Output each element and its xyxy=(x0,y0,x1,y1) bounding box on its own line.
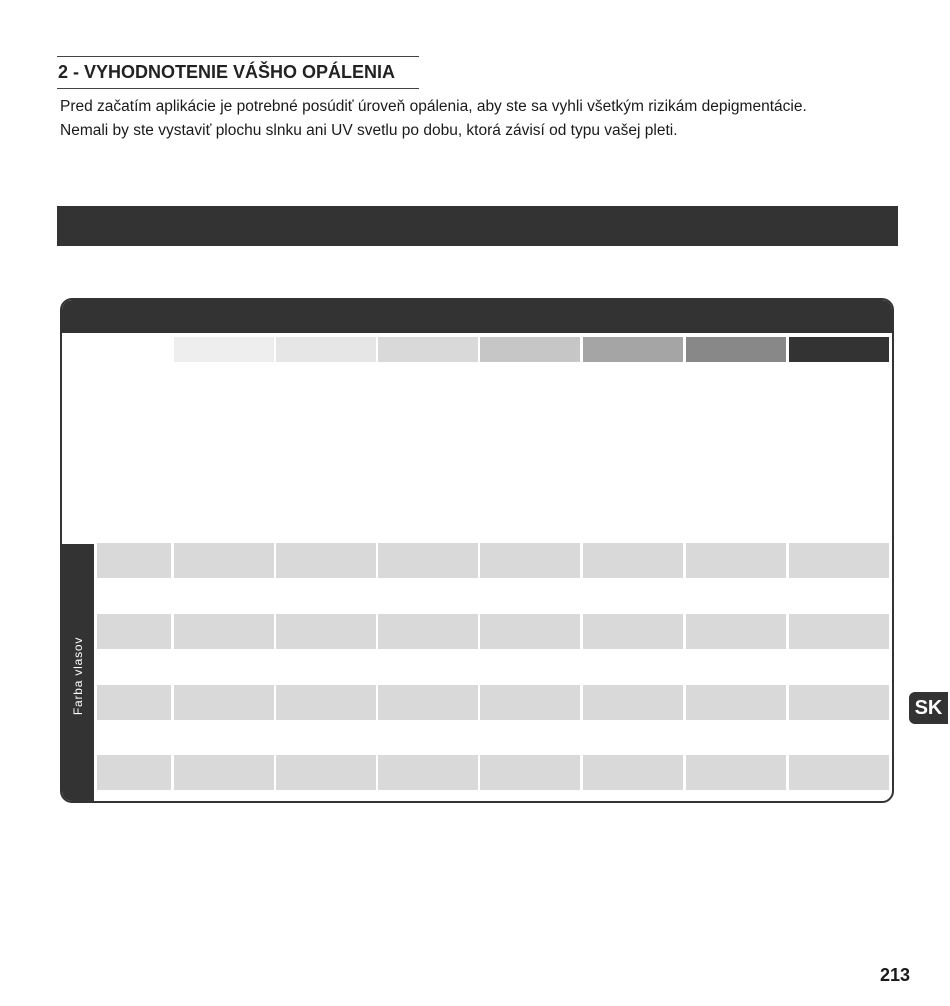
table-cell xyxy=(583,614,683,649)
skin-tone-swatch xyxy=(174,337,274,362)
table-cell xyxy=(583,543,683,578)
table-cell xyxy=(276,614,376,649)
table-cell xyxy=(276,685,376,720)
skin-tone-swatch xyxy=(583,337,683,362)
table-cell xyxy=(378,685,478,720)
hair-color-label: Farba vlasov xyxy=(71,636,85,716)
dark-header-band xyxy=(57,206,898,246)
table-cell xyxy=(583,685,683,720)
table-cell xyxy=(789,614,889,649)
intro-line-2: Nemali by ste vystaviť plochu slnku ani UV svetlu po dobu, ktorá závisí od typu vašej pleti. xyxy=(60,122,678,139)
table-cell xyxy=(480,755,580,790)
hair-color-cell xyxy=(97,614,171,649)
table-cell xyxy=(789,685,889,720)
table-cell xyxy=(789,543,889,578)
table-cell xyxy=(480,543,580,578)
hair-color-cell xyxy=(97,543,171,578)
language-tab: SK xyxy=(909,692,948,724)
skin-tone-swatch xyxy=(378,337,478,362)
table-cell xyxy=(378,543,478,578)
table-cell xyxy=(789,755,889,790)
page-number: 213 xyxy=(880,965,911,985)
skin-hair-table xyxy=(60,298,894,803)
table-cell xyxy=(276,755,376,790)
table-cell xyxy=(276,543,376,578)
intro-line-1: Pred začatím aplikácie je potrebné posúdiť úroveň opálenia, aby ste sa vyhli všetkým rizikám depigmentácie. xyxy=(60,98,807,115)
table-header-bar xyxy=(62,300,892,333)
table-cell xyxy=(686,755,786,790)
skin-tone-swatch xyxy=(686,337,786,362)
table-cell xyxy=(378,755,478,790)
table-cell xyxy=(174,614,274,649)
hair-color-cell xyxy=(97,685,171,720)
table-cell xyxy=(174,685,274,720)
table-cell xyxy=(174,755,274,790)
section-title: 2 - VYHODNOTENIE VÁŠHO OPÁLENIA xyxy=(57,56,419,89)
table-cell xyxy=(480,685,580,720)
table-cell xyxy=(378,614,478,649)
table-cell xyxy=(686,614,786,649)
table-cell xyxy=(174,543,274,578)
table-cell xyxy=(686,543,786,578)
hair-color-cell xyxy=(97,755,171,790)
skin-tone-swatch xyxy=(480,337,580,362)
skin-tone-swatch xyxy=(276,337,376,362)
table-cell xyxy=(583,755,683,790)
table-cell xyxy=(686,685,786,720)
intro-text xyxy=(60,95,920,143)
skin-tone-swatch xyxy=(789,337,889,362)
table-cell xyxy=(480,614,580,649)
